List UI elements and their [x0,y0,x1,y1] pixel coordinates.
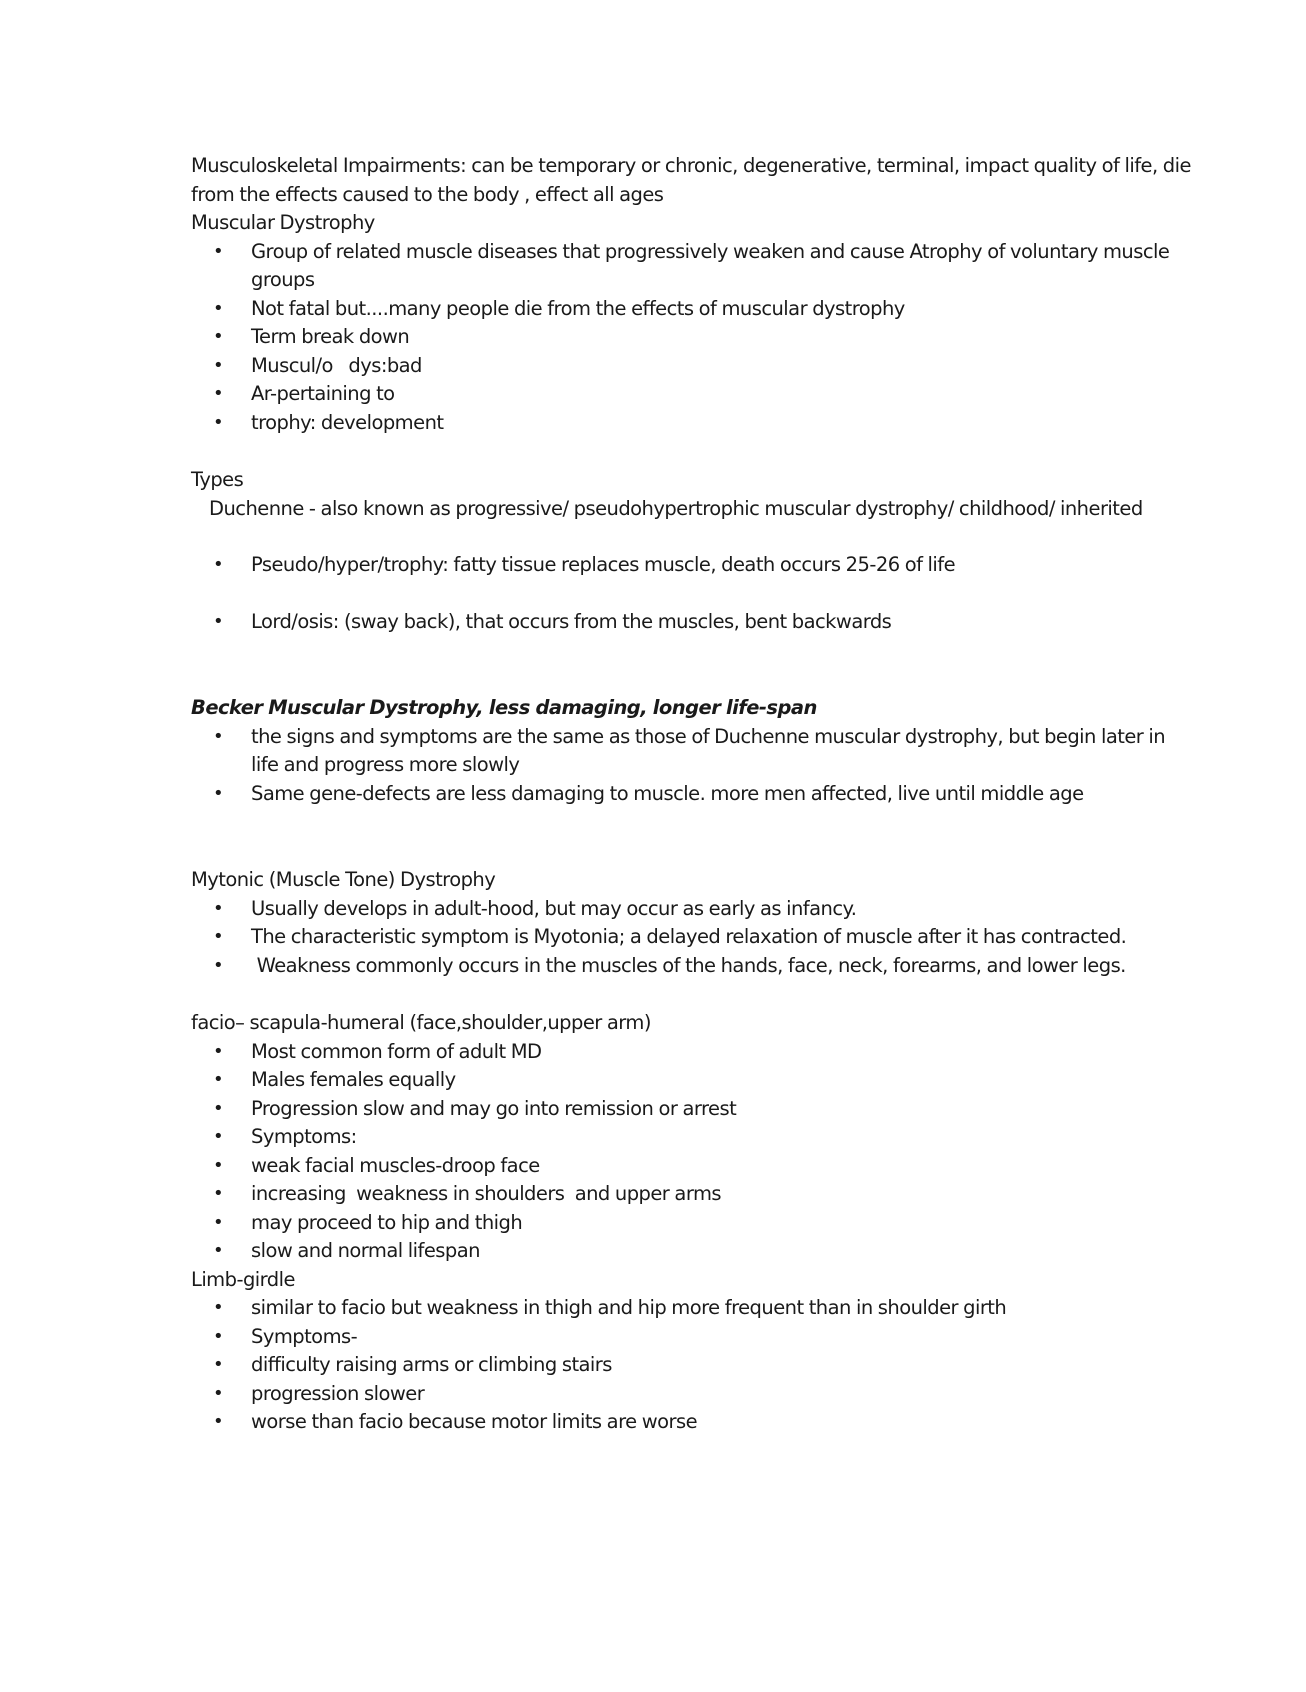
list-item: • Usually develops in adult-hood, but may occur as early as infancy. [191,895,1191,924]
list-item: • Group of related muscle diseases that progressively weaken and cause Atrophy of voluntary muscle groups [213,239,1170,291]
bullet-icon: • [213,1040,224,1062]
section-heading-mytonic: Mytonic (Muscle Tone) Dystrophy [191,868,496,891]
bullet-icon: • [213,240,224,262]
list-item: • Lord/osis: (sway back), that occurs from the muscles, bent backwards [191,608,1191,637]
bullet-icon: • [213,411,224,433]
bullet-icon: • [213,725,224,747]
document-page [191,152,1191,1437]
section-heading-types: Types [191,468,244,491]
list-item: • increasing weakness in shoulders and upper arms [191,1180,1191,1209]
types-list-2 [191,608,1191,637]
list-item: • Symptoms: [191,1123,1191,1152]
list-item: • Same gene-defects are less damaging to muscle. more men affected, live until middle age [191,780,1191,809]
list-item: • Not fatal but....many people die from the effects of muscular dystrophy [191,295,1191,324]
section-heading-limb-girdle: Limb-girdle [191,1267,295,1291]
bullet-icon: • [213,1297,224,1318]
list-item: • slow and normal lifespan [191,1237,1191,1266]
list-item: • may proceed to hip and thigh [191,1209,1191,1238]
bullet-icon: • [213,610,224,632]
spacer [191,523,1191,551]
spacer [191,980,1191,1009]
list-item: • weak facial muscles-droop face [191,1152,1191,1181]
list-item: • Term break down [191,323,1191,352]
section-heading-becker: Becker Muscular Dystrophy, less damaging, longer life-span [191,696,817,719]
bullet-icon: • [213,954,224,976]
bullet-icon: • [213,1211,224,1233]
bullet-icon: • [213,1097,224,1119]
list-item: • Most common form of adult MD [191,1038,1191,1067]
list-item: • the signs and symptoms are the same as those of Duchenne muscular dystrophy, but begin later in life and progress more slowly [213,724,1166,776]
bullet-icon: • [213,1411,224,1432]
list-item: • worse than facio because motor limits are worse [191,1408,1191,1437]
types-list-1 [191,551,1191,580]
facio-list [191,1038,1191,1266]
bullet-icon: • [213,1354,224,1375]
duchenne-description: Duchenne - also known as progressive/ pseudohypertrophic muscular dystrophy/ childhood/ inherited [209,496,1143,520]
bullet-icon: • [213,554,224,575]
list-item: • Muscul/o dys:bad [191,352,1191,381]
bullet-icon: • [213,926,224,947]
list-item: • progression slower [191,1380,1191,1409]
bullet-icon: • [213,1183,224,1204]
mytonic-list [191,895,1191,981]
bullet-icon: • [213,1325,224,1347]
list-item: • difficulty raising arms or climbing stairs [191,1351,1191,1380]
bullet-icon: • [213,383,224,404]
list-item: • Pseudo/hyper/trophy: fatty tissue replaces muscle, death occurs 25-26 of life [191,551,1191,580]
list-item: • Weakness commonly occurs in the muscles of the hands, face, neck, forearms, and lower legs. [191,952,1191,981]
bullet-icon: • [213,1126,224,1147]
bullet-icon: • [213,297,224,319]
intro-paragraph: Musculoskeletal Impairments: can be temporary or chronic, degenerative, terminal, impact quality of life, die from the effects caused to the body , effect all ages [191,154,1191,206]
limb-girdle-list [191,1294,1191,1437]
spacer [191,636,1191,694]
muscular-dystrophy-list [191,238,1191,438]
bullet-icon: • [213,354,224,376]
bullet-icon: • [213,1240,224,1261]
spacer [191,580,1191,608]
bullet-icon: • [213,897,224,919]
bullet-icon: • [213,1069,224,1090]
list-item: • Progression slow and may go into remission or arrest [191,1095,1191,1124]
spacer [191,437,1191,466]
bullet-icon: • [213,326,224,347]
list-item: • The characteristic symptom is Myotonia; a delayed relaxation of muscle after it has contracted. [191,923,1191,952]
section-heading-facio: facio– scapula-humeral (face,shoulder,upper arm) [191,1011,651,1034]
list-item: • trophy: development [191,409,1191,438]
spacer [191,808,1191,866]
list-item: • Ar-pertaining to [191,380,1191,409]
list-item: • similar to facio but weakness in thigh and hip more frequent than in shoulder girth [191,1294,1191,1323]
list-item: • Males females equally [191,1066,1191,1095]
becker-list [191,723,1191,809]
section-heading-muscular-dystrophy: Muscular Dystrophy [191,211,375,234]
list-item: • Symptoms- [191,1323,1191,1352]
bullet-icon: • [213,1154,224,1176]
bullet-icon: • [213,1382,224,1404]
bullet-icon: • [213,782,224,804]
